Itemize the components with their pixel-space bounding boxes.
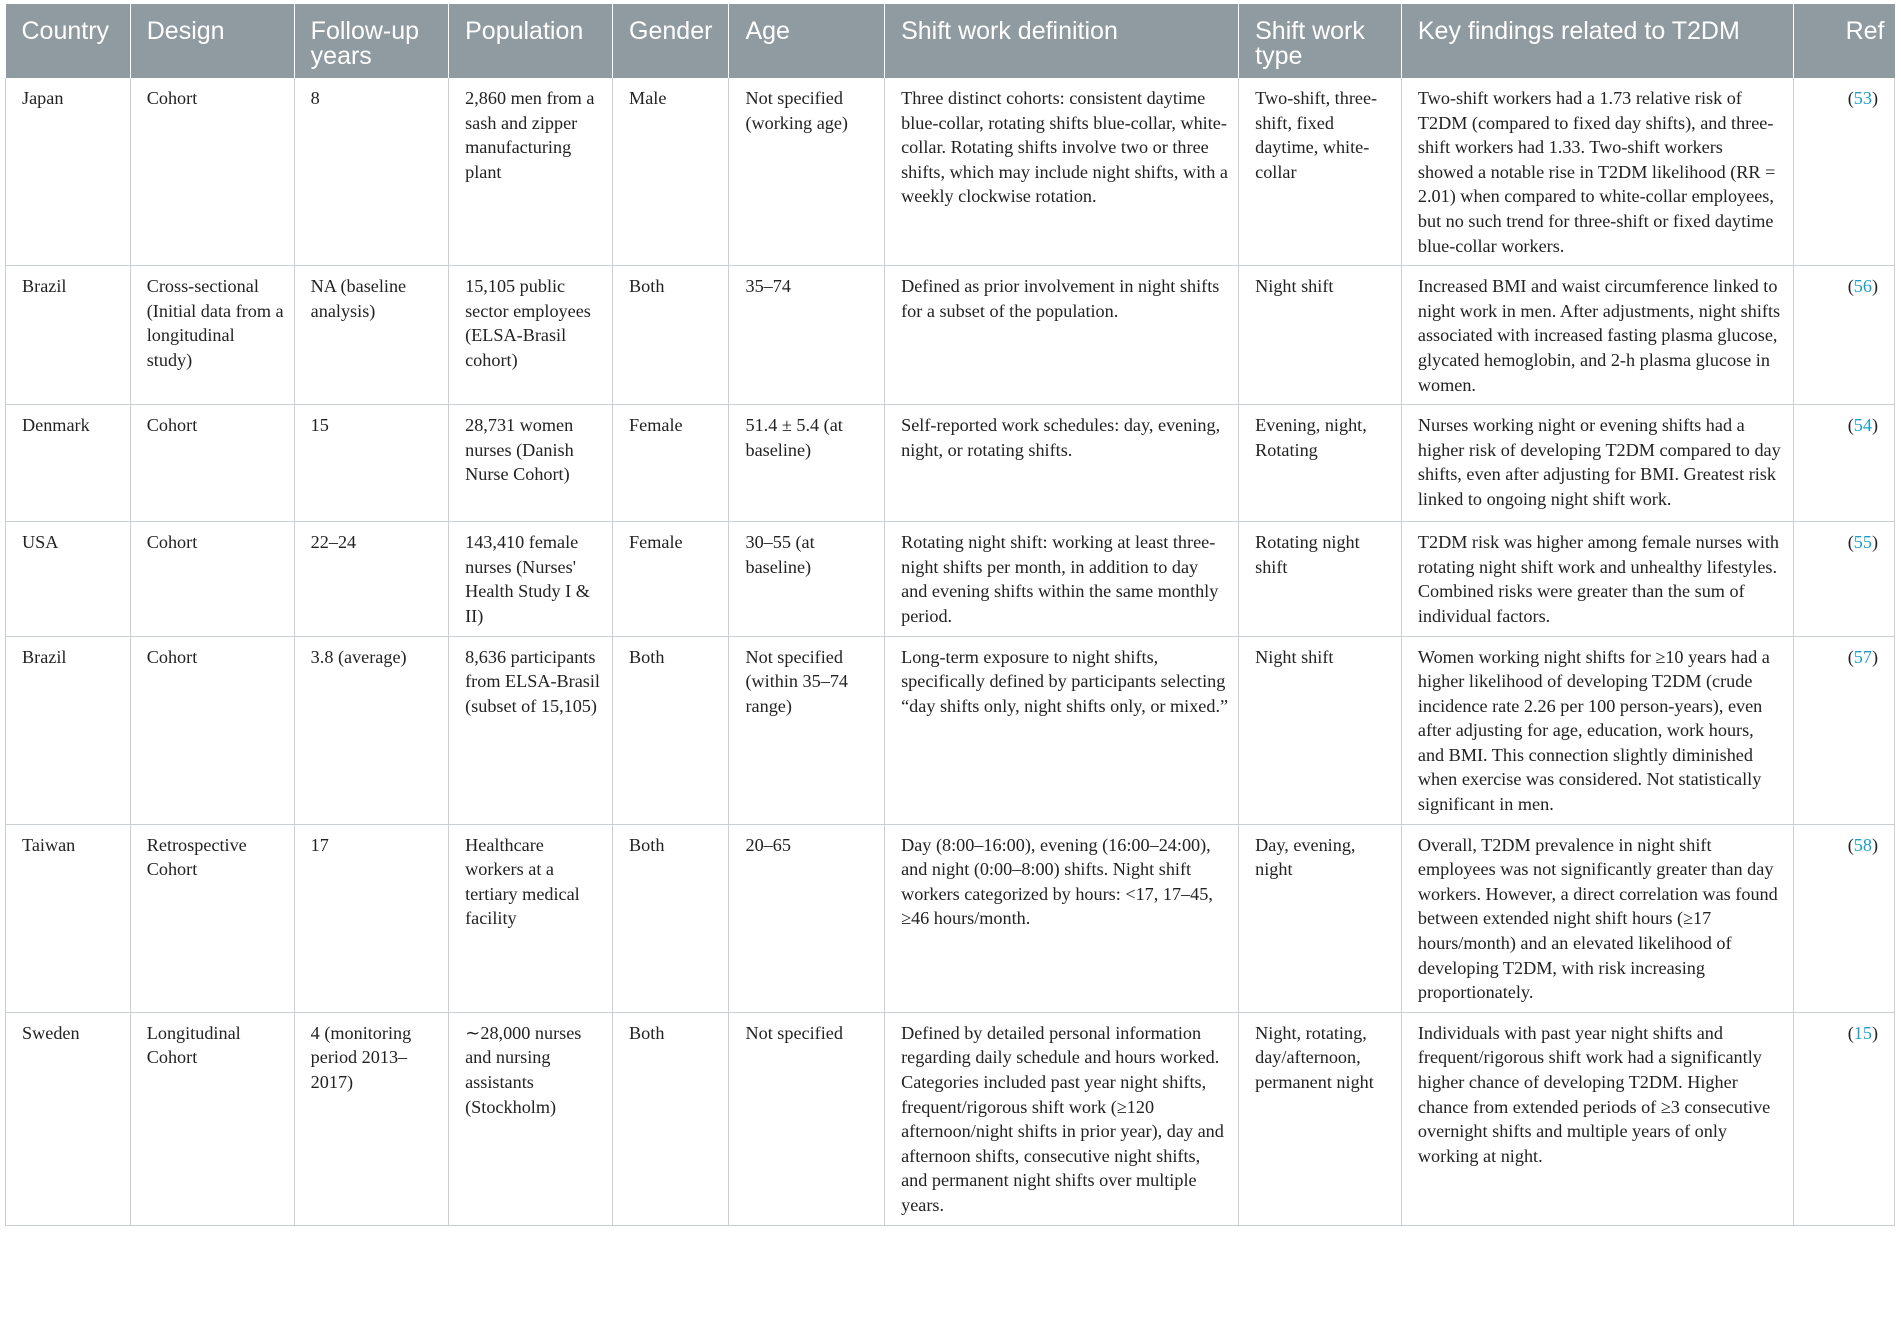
cell-findings: Women working night shifts for ≥10 years had a higher likelihood of developing T2DM (crude incidence rate 2.26 per 100 person-years), even after adjusting for age, education, work hours, and BMI. This connection slightly diminished when exercise was considered. Not statistically significant in men. bbox=[1401, 636, 1793, 824]
study-table-container bbox=[5, 4, 1895, 1226]
cell-country: Japan bbox=[6, 78, 131, 266]
cell-ref: (54) bbox=[1793, 405, 1894, 522]
cell-findings: Two-shift workers had a 1.73 relative risk of T2DM (compared to fixed day shifts), and three-shift workers had 1.33. Two-shift workers showed a notable rise in T2DM likelihood (RR = 2.01) when compared to white-collar employees, but no such trend for three-shift or fixed daytime blue-collar workers. bbox=[1401, 78, 1793, 266]
cell-design: Longitudinal Cohort bbox=[130, 1012, 294, 1225]
cell-design: Cohort bbox=[130, 522, 294, 636]
cell-gender: Both bbox=[613, 824, 729, 1012]
cell-ref: (57) bbox=[1793, 636, 1894, 824]
cell-followup: 17 bbox=[294, 824, 448, 1012]
cell-age: Not specified bbox=[729, 1012, 885, 1225]
header-key-findings: Key findings related to T2DM bbox=[1401, 4, 1793, 78]
cell-population: 143,410 female nurses (Nurses' Health Study I & II) bbox=[449, 522, 613, 636]
cell-population: 2,860 men from a sash and zipper manufacturing plant bbox=[449, 78, 613, 266]
header-age: Age bbox=[729, 4, 885, 78]
reference-link[interactable]: 53 bbox=[1853, 88, 1872, 108]
table-row bbox=[6, 78, 1895, 266]
cell-type: Day, evening, night bbox=[1239, 824, 1402, 1012]
cell-country: Brazil bbox=[6, 636, 131, 824]
cell-country: USA bbox=[6, 522, 131, 636]
cell-followup: 4 (monitoring period 2013–2017) bbox=[294, 1012, 448, 1225]
cell-gender: Both bbox=[613, 1012, 729, 1225]
table-row bbox=[6, 522, 1895, 636]
cell-design: Cohort bbox=[130, 636, 294, 824]
cell-ref: (15) bbox=[1793, 1012, 1894, 1225]
cell-design: Cohort bbox=[130, 405, 294, 522]
cell-findings: T2DM risk was higher among female nurses with rotating night shift work and unhealthy lifestyles. Combined risks were greater than the sum of individual factors. bbox=[1401, 522, 1793, 636]
reference-link[interactable]: 15 bbox=[1853, 1022, 1872, 1043]
cell-followup: 22–24 bbox=[294, 522, 448, 636]
cell-followup: 15 bbox=[294, 405, 448, 522]
cell-definition: Rotating night shift: working at least three-night shifts per month, in addition to day and evening shifts within the same monthly period. bbox=[885, 522, 1239, 636]
table-row bbox=[6, 824, 1895, 1012]
cell-definition: Three distinct cohorts: consistent daytime blue-collar, rotating shifts blue-collar, white-collar. Rotating shifts involve two or three shifts, which may include night shifts, with a weekly clockwise rotation. bbox=[885, 78, 1239, 266]
cell-followup: NA (baseline analysis) bbox=[294, 266, 448, 405]
cell-definition: Defined as prior involvement in night shifts for a subset of the population. bbox=[885, 266, 1239, 405]
cell-age: 51.4 ± 5.4 (at baseline) bbox=[729, 405, 885, 522]
reference-link[interactable]: 55 bbox=[1853, 532, 1872, 553]
cell-gender: Female bbox=[613, 405, 729, 522]
reference-link[interactable]: 54 bbox=[1853, 415, 1872, 436]
cell-country: Sweden bbox=[6, 1012, 131, 1225]
reference-link[interactable]: 57 bbox=[1853, 646, 1872, 667]
cell-type: Night, rotating, day/afternoon, permanent night bbox=[1239, 1012, 1402, 1225]
cell-age: 20–65 bbox=[729, 824, 885, 1012]
cell-country: Brazil bbox=[6, 266, 131, 405]
table-row bbox=[6, 636, 1895, 824]
cell-population: ∼28,000 nurses and nursing assistants (Stockholm) bbox=[449, 1012, 613, 1225]
cell-design: Cross-sectional (Initial data from a longitudinal study) bbox=[130, 266, 294, 405]
cell-age: Not specified (working age) bbox=[729, 78, 885, 266]
cell-population: 28,731 women nurses (Danish Nurse Cohort) bbox=[449, 405, 613, 522]
table-header-row bbox=[6, 4, 1895, 78]
cell-definition: Day (8:00–16:00), evening (16:00–24:00), and night (0:00–8:00) shifts. Night shift workers categorized by hours: <17, 17–45, ≥46 hours/month. bbox=[885, 824, 1239, 1012]
cell-followup: 3.8 (average) bbox=[294, 636, 448, 824]
cell-age: Not specified (within 35–74 range) bbox=[729, 636, 885, 824]
header-shift-work-type: Shift work type bbox=[1239, 4, 1402, 78]
cell-type: Two-shift, three-shift, fixed daytime, white-collar bbox=[1239, 78, 1402, 266]
cell-definition: Long-term exposure to night shifts, specifically defined by participants selecting “day shifts only, night shifts only, or mixed.” bbox=[885, 636, 1239, 824]
cell-type: Night shift bbox=[1239, 266, 1402, 405]
cell-country: Taiwan bbox=[6, 824, 131, 1012]
cell-type: Night shift bbox=[1239, 636, 1402, 824]
header-shift-work-definition: Shift work definition bbox=[885, 4, 1239, 78]
cell-definition: Self-reported work schedules: day, evening, night, or rotating shifts. bbox=[885, 405, 1239, 522]
cell-findings: Overall, T2DM prevalence in night shift employees was not significantly greater than day workers. However, a direct correlation was found between extended night shift hours (≥17 hours/month) and an elevated likelihood of developing T2DM, with risk increasing proportionately. bbox=[1401, 824, 1793, 1012]
cell-ref: (53) bbox=[1793, 78, 1894, 266]
cell-country: Denmark bbox=[6, 405, 131, 522]
cell-findings: Nurses working night or evening shifts had a higher risk of developing T2DM compared to day shifts, even after adjusting for BMI. Greatest risk linked to ongoing night shift work. bbox=[1401, 405, 1793, 522]
cell-ref: (55) bbox=[1793, 522, 1894, 636]
cell-ref: (56) bbox=[1793, 266, 1894, 405]
cell-gender: Male bbox=[613, 78, 729, 266]
cell-gender: Female bbox=[613, 522, 729, 636]
cell-age: 35–74 bbox=[729, 266, 885, 405]
cell-design: Cohort bbox=[130, 78, 294, 266]
cell-type: Rotating night shift bbox=[1239, 522, 1402, 636]
shift-work-t2dm-table bbox=[5, 4, 1895, 1226]
cell-findings: Individuals with past year night shifts and frequent/rigorous shift work had a significantly higher chance of developing T2DM. Higher chance from extended periods of ≥3 consecutive overnight shifts and multiple years of only working at night. bbox=[1401, 1012, 1793, 1225]
cell-gender: Both bbox=[613, 636, 729, 824]
header-followup-years: Follow-up years bbox=[294, 4, 448, 78]
cell-definition: Defined by detailed personal information regarding daily schedule and hours worked. Categories included past year night shifts, frequent/rigorous shift work (≥120 afternoon/night shifts in prior year), day and afternoon shifts, consecutive night shifts, and permanent night shifts over multiple years. bbox=[885, 1012, 1239, 1225]
header-country: Country bbox=[6, 4, 131, 78]
header-ref: Ref bbox=[1793, 4, 1894, 78]
cell-population: 8,636 participants from ELSA-Brasil (subset of 15,105) bbox=[449, 636, 613, 824]
reference-link[interactable]: 58 bbox=[1853, 834, 1872, 855]
cell-ref: (58) bbox=[1793, 824, 1894, 1012]
cell-gender: Both bbox=[613, 266, 729, 405]
header-design: Design bbox=[130, 4, 294, 78]
cell-population: Healthcare workers at a tertiary medical facility bbox=[449, 824, 613, 1012]
cell-findings: Increased BMI and waist circumference linked to night work in men. After adjustments, night shifts associated with increased fasting plasma glucose, glycated hemoglobin, and 2-h plasma glucose in women. bbox=[1401, 266, 1793, 405]
cell-age: 30–55 (at baseline) bbox=[729, 522, 885, 636]
table-row bbox=[6, 405, 1895, 522]
header-gender: Gender bbox=[613, 4, 729, 78]
table-row bbox=[6, 1012, 1895, 1225]
cell-type: Evening, night, Rotating bbox=[1239, 405, 1402, 522]
cell-population: 15,105 public sector employees (ELSA-Brasil cohort) bbox=[449, 266, 613, 405]
cell-design: Retrospective Cohort bbox=[130, 824, 294, 1012]
cell-followup: 8 bbox=[294, 78, 448, 266]
reference-link[interactable]: 56 bbox=[1853, 276, 1872, 297]
table-row bbox=[6, 266, 1895, 405]
header-population: Population bbox=[449, 4, 613, 78]
